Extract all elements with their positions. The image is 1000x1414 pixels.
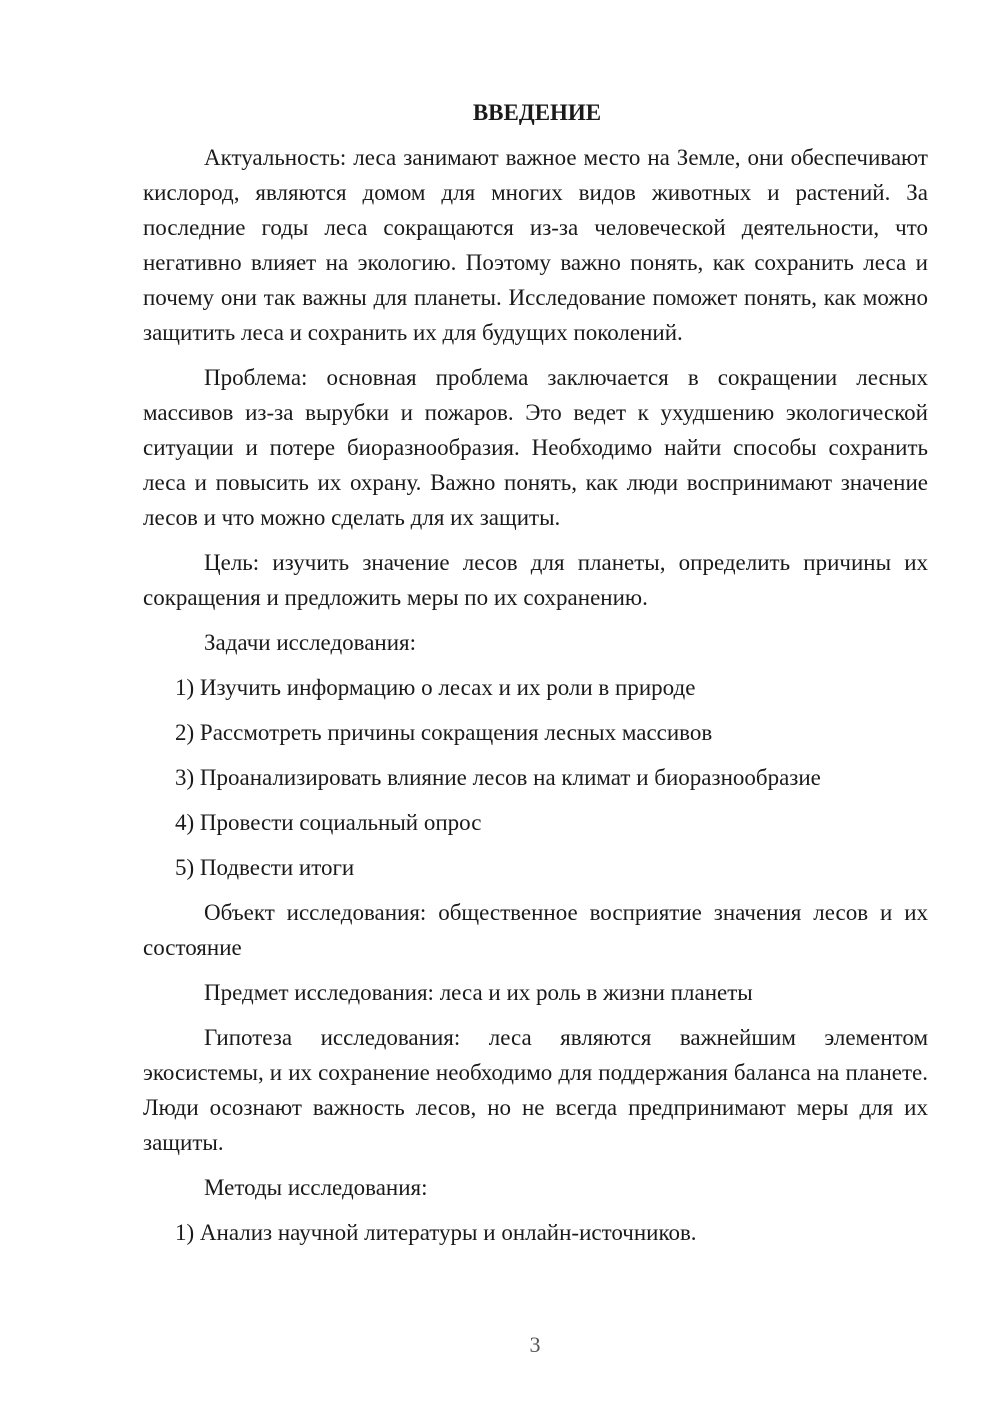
list-item: 1) Анализ научной литературы и онлайн-источников. bbox=[175, 1220, 697, 1245]
section-heading: ВВЕДЕНИЕ bbox=[472, 100, 602, 125]
list-item: 3) Проанализировать влияние лесов на климат и биоразнообразие bbox=[175, 765, 821, 790]
list-item: 4) Провести социальный опрос bbox=[175, 810, 482, 835]
list-item: 2) Рассмотреть причины сокращения лесных массивов bbox=[175, 720, 713, 745]
list-item: 1) Изучить информацию о лесах и их роли в природе bbox=[175, 675, 696, 700]
goal-paragraph: Цель: изучить значение лесов для планеты, определить причины их сокращения и предложить меры по их сохранению. bbox=[143, 550, 928, 610]
tasks-title: Задачи исследования: bbox=[204, 630, 417, 655]
subject-paragraph: Предмет исследования: леса и их роль в жизни планеты bbox=[204, 980, 753, 1005]
page-number: 3 bbox=[529, 1332, 541, 1357]
list-item: 5) Подвести итоги bbox=[175, 855, 355, 880]
relevance-paragraph: Актуальность: леса занимают важное место на Земле, они обеспечивают кислород, являются домом для многих видов животных и растений. За последние годы леса сокращаются из-за человеческой деятельности, что негативно влияет на экологию. Поэтому важно понять, как сохранить леса и почему они так важны для планеты. Исследование поможет понять, как можно защитить леса и сохранить их для будущих поколений. bbox=[143, 145, 928, 345]
hypothesis-paragraph: Гипотеза исследования: леса являются важнейшим элементом экосистемы, и их сохранение необходимо для поддержания баланса на планете. Люди осознают важность лесов, но не всегда предпринимают меры для их защиты. bbox=[143, 1025, 928, 1155]
methods-title: Методы исследования: bbox=[204, 1175, 428, 1200]
problem-paragraph: Проблема: основная проблема заключается в сокращении лесных массивов из-за вырубки и пожаров. Это ведет к ухудшению экологической ситуации и потере биоразнообразия. Необходимо найти способы сохранить леса и повысить их охрану. Важно понять, как люди воспринимают значение лесов и что можно сделать для их защиты. bbox=[143, 365, 928, 530]
object-paragraph: Объект исследования: общественное восприятие значения лесов и их состояние bbox=[143, 900, 928, 960]
page-content bbox=[143, 95, 928, 1260]
